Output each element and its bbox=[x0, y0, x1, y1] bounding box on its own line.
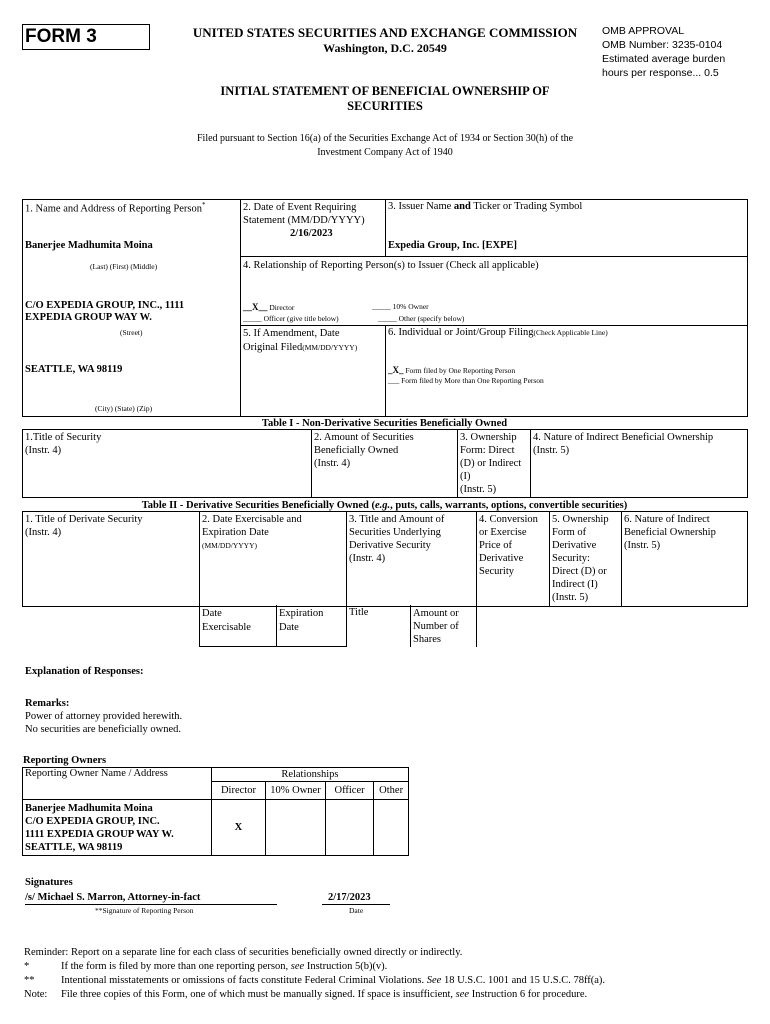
officer-value bbox=[325, 800, 373, 856]
owner-address-line: Banerjee Madhumita Moina bbox=[25, 802, 153, 814]
table2-title-eg: e.g. bbox=[374, 500, 391, 511]
table2-sub-title: Title bbox=[349, 607, 369, 618]
table2-col3-line: Derivative Security bbox=[349, 540, 431, 551]
signature-date: 2/17/2023 bbox=[328, 892, 371, 903]
sub-date-line: Exercisable bbox=[202, 622, 251, 633]
table1-col2-header bbox=[314, 431, 414, 470]
table1-col4-line: 4. Nature of Indirect Beneficial Ownership bbox=[533, 432, 714, 443]
table1-col3-header bbox=[460, 431, 521, 496]
table2-col6-line: 6. Nature of Indirect bbox=[624, 514, 710, 525]
table1-col3-line: Form: Direct bbox=[460, 445, 515, 456]
table2-col4-line: Security bbox=[479, 566, 514, 577]
box4-label: 4. Relationship of Reporting Person(s) to Issuer (Check all applicable) bbox=[243, 260, 539, 271]
divider bbox=[199, 646, 347, 647]
more-persons-mark: ___ bbox=[388, 376, 400, 385]
table1-col1-line: 1.Title of Security bbox=[25, 432, 102, 443]
ten-percent-value bbox=[266, 800, 326, 856]
divider bbox=[240, 199, 241, 416]
ten-percent-checkbox bbox=[372, 302, 429, 311]
table1-col3-line: (Instr. 5) bbox=[460, 484, 497, 495]
street-caption: (Street) bbox=[120, 328, 143, 337]
ten-percent-mark: _____ bbox=[372, 302, 391, 311]
table2-col4-header bbox=[479, 513, 538, 578]
table2-col3-header bbox=[349, 513, 444, 565]
footnote-3-post: Instruction 6 for procedure. bbox=[469, 989, 588, 1000]
other-value bbox=[374, 800, 409, 856]
box6-label-small: (Check Applicable Line) bbox=[533, 328, 608, 337]
date-caption: Date bbox=[349, 906, 364, 915]
box2-label bbox=[243, 201, 365, 227]
officer-mark: _____ bbox=[243, 314, 262, 323]
footnote-1-see: see bbox=[290, 961, 305, 972]
sub-exp-line: Expiration bbox=[279, 608, 324, 619]
table2-col5-line: Security: bbox=[552, 553, 590, 564]
table2-col4-line: Derivative bbox=[479, 553, 524, 564]
officer-checkbox bbox=[243, 314, 339, 323]
table-row bbox=[23, 800, 409, 856]
table1-col2-line: (Instr. 4) bbox=[314, 458, 351, 469]
table2-col2-line: 2. Date Exercisable and bbox=[202, 514, 302, 525]
table2-col4-line: or Exercise bbox=[479, 527, 527, 538]
divider bbox=[549, 511, 550, 606]
date-line bbox=[322, 904, 390, 905]
one-reporting-person-option bbox=[388, 365, 515, 375]
table2-col2-small: (MM/DD/YYYY) bbox=[202, 541, 257, 550]
footnote-2-see: See bbox=[426, 975, 442, 986]
explanation-heading: Explanation of Responses: bbox=[25, 666, 144, 677]
box3-label bbox=[388, 201, 582, 212]
table1-col1-header bbox=[25, 431, 101, 457]
table2-col3-line: (Instr. 4) bbox=[349, 553, 386, 564]
box2-label-1: 2. Date of Event Requiring bbox=[243, 202, 357, 213]
footnote-2-post: 18 U.S.C. 1001 and 15 U.S.C. 78ff(a). bbox=[441, 975, 606, 986]
relationships-header: Relationships bbox=[211, 768, 408, 782]
divider bbox=[457, 429, 458, 497]
filed-pursuant-2: Investment Company Act of 1940 bbox=[317, 147, 453, 158]
event-date: 2/16/2023 bbox=[290, 228, 333, 239]
divider bbox=[530, 429, 531, 497]
table2-col3-line: Securities Underlying bbox=[349, 527, 441, 538]
box5-label-2-small: (MM/DD/YYYY) bbox=[302, 343, 358, 352]
city-caption: (City) (State) (Zip) bbox=[95, 404, 153, 413]
omb-burden-2: hours per response... 0.5 bbox=[602, 67, 719, 79]
agency-location: Washington, D.C. 20549 bbox=[323, 41, 447, 55]
other-label: Other (specify below) bbox=[396, 314, 465, 323]
city-state-zip: SEATTLE, WA 98119 bbox=[25, 364, 123, 375]
owner-name-header: Reporting Owner Name / Address bbox=[23, 768, 212, 800]
director-label: Director bbox=[267, 303, 295, 312]
owner-address-line: SEATTLE, WA 98119 bbox=[25, 841, 123, 853]
box2-label-2: Statement (MM/DD/YYYY) bbox=[243, 215, 365, 226]
footnote-1-mark: * bbox=[24, 961, 30, 972]
more-reporting-persons-option bbox=[388, 376, 544, 385]
table2-title bbox=[22, 500, 747, 511]
other-header: Other bbox=[374, 782, 409, 800]
table1-title: Table I - Non-Derivative Securities Beneficially Owned bbox=[261, 418, 508, 429]
table2-col4-line: 4. Conversion bbox=[479, 514, 538, 525]
footnote-1-post: Instruction 5(b)(v). bbox=[304, 961, 388, 972]
divider bbox=[621, 511, 622, 606]
table2-col5-line: Form of bbox=[552, 527, 587, 538]
other-mark: _____ bbox=[378, 314, 397, 323]
signer-name: /s/ Michael S. Marron, Attorney-in-fact bbox=[25, 892, 201, 903]
director-mark: __X__ bbox=[243, 302, 268, 312]
signatures-heading: Signatures bbox=[25, 877, 73, 888]
officer-header: Officer bbox=[325, 782, 373, 800]
box6-label-text: 6. Individual or Joint/Group Filing bbox=[388, 327, 534, 338]
table2-col1-header bbox=[25, 513, 143, 539]
table2-col2-header bbox=[202, 513, 302, 552]
sub-amount-line: Shares bbox=[413, 634, 441, 645]
sub-amount-line: Number of bbox=[413, 621, 459, 632]
box1-star: * bbox=[202, 201, 206, 209]
table1-col4-header bbox=[533, 431, 713, 457]
signature-caption: **Signature of Reporting Person bbox=[95, 906, 194, 915]
table2-col5-line: Indirect (I) bbox=[552, 579, 598, 590]
filed-pursuant-1: Filed pursuant to Section 16(a) of the Securities Exchange Act of 1934 or Section 30(h) of the bbox=[196, 133, 574, 144]
owner-name-address bbox=[23, 800, 212, 856]
table2-col4-line: Price of bbox=[479, 540, 512, 551]
table1-col2-line: 2. Amount of Securities bbox=[314, 432, 414, 443]
divider bbox=[385, 325, 386, 416]
divider bbox=[410, 605, 411, 647]
footnote-2-pre: Intentional misstatements or omissions of facts constitute Federal Criminal Violations. bbox=[61, 975, 427, 986]
box5-label bbox=[243, 327, 357, 355]
divider bbox=[199, 511, 200, 647]
footnote-3-pre: File three copies of this Form, one of which must be manually signed. If space is insufficient, bbox=[61, 989, 456, 1000]
box3-label-pre: 3. Issuer Name bbox=[388, 201, 454, 212]
divider bbox=[240, 256, 747, 257]
footnote-3 bbox=[24, 989, 764, 1000]
director-checkbox bbox=[243, 302, 294, 312]
table2-col6-header bbox=[624, 513, 716, 552]
table1-col3-line: (D) or Indirect bbox=[460, 458, 522, 469]
omb-approval bbox=[602, 24, 725, 80]
remarks-line-2: No securities are beneficially owned. bbox=[25, 724, 181, 735]
table2-col1-line: (Instr. 4) bbox=[25, 527, 62, 538]
box3-label-post: Ticker or Trading Symbol bbox=[470, 201, 583, 212]
table1-col3-line: 3. Ownership bbox=[460, 432, 517, 443]
table2-col5-line: Derivative bbox=[552, 540, 597, 551]
footnote-3-see: see bbox=[455, 989, 470, 1000]
table2-col5-line: 5. Ownership bbox=[552, 514, 609, 525]
table1-col3-line: (I) bbox=[460, 471, 471, 482]
table1-col4-line: (Instr. 5) bbox=[533, 445, 570, 456]
box5-label-1: 5. If Amendment, Date bbox=[243, 328, 340, 339]
statement-title-1: INITIAL STATEMENT OF BENEFICIAL OWNERSHIP OF bbox=[220, 84, 550, 98]
table2-title-pre: Table II - Derivative Securities Beneficially Owned ( bbox=[141, 500, 375, 511]
street-line-1: C/O EXPEDIA GROUP, INC., 1111 bbox=[25, 300, 185, 311]
sub-amount-line: Amount or bbox=[413, 608, 459, 619]
table2-col5-line: (Instr. 5) bbox=[552, 592, 589, 603]
reminder-note: Reminder: Report on a separate line for each class of securities beneficially owned directly or indirectly. bbox=[24, 947, 463, 958]
omb-burden-1: Estimated average burden bbox=[602, 53, 726, 65]
one-person-label: Form filed by One Reporting Person bbox=[403, 366, 516, 375]
issuer-name-ticker: Expedia Group, Inc. [EXPE] bbox=[388, 240, 518, 251]
table2-sub-amount bbox=[413, 607, 459, 646]
form-label: FORM 3 bbox=[25, 26, 97, 47]
footnote-2-mark: ** bbox=[24, 975, 35, 986]
form-label-box bbox=[22, 24, 150, 50]
sub-exp-line: Date bbox=[279, 622, 299, 633]
director-header: Director bbox=[211, 782, 265, 800]
box1-label bbox=[25, 201, 206, 215]
box5-label-2: Original Filed bbox=[243, 342, 303, 353]
table2-col2-line: Expiration Date bbox=[202, 527, 269, 538]
remarks-line-1: Power of attorney provided herewith. bbox=[25, 711, 183, 722]
ten-percent-header: 10% Owner bbox=[266, 782, 326, 800]
table2-col1-line: 1. Title of Derivate Security bbox=[25, 514, 143, 525]
footnote-2 bbox=[24, 975, 764, 986]
table1-col2-line: Beneficially Owned bbox=[314, 445, 399, 456]
owner-address-line: C/O EXPEDIA GROUP, INC. bbox=[25, 815, 160, 827]
divider bbox=[311, 429, 312, 497]
table2-title-post: , puts, calls, warrants, options, convertible securities) bbox=[390, 500, 628, 511]
box6-label bbox=[388, 327, 608, 338]
divider bbox=[346, 511, 347, 647]
divider bbox=[276, 605, 277, 647]
ten-percent-label: 10% Owner bbox=[390, 302, 429, 311]
officer-label: Officer (give title below) bbox=[261, 314, 339, 323]
name-caption: (Last) (First) (Middle) bbox=[90, 262, 158, 271]
footnote-1-pre: If the form is filed by more than one reporting person, bbox=[61, 961, 291, 972]
statement-title-2: SECURITIES bbox=[347, 99, 423, 113]
reporting-owners-heading: Reporting Owners bbox=[23, 755, 107, 766]
table1-col1-line: (Instr. 4) bbox=[25, 445, 62, 456]
reporting-person-name: Banerjee Madhumita Moina bbox=[25, 240, 153, 251]
remarks-heading: Remarks: bbox=[25, 698, 70, 709]
reporting-owners-table bbox=[22, 767, 409, 856]
box1-label-text: 1. Name and Address of Reporting Person bbox=[25, 203, 203, 215]
signature-line bbox=[25, 904, 277, 905]
owner-address-line: 1111 EXPEDIA GROUP WAY W. bbox=[25, 828, 174, 840]
table2-col6-line: Beneficial Ownership bbox=[624, 527, 716, 538]
street-line-2: EXPEDIA GROUP WAY W. bbox=[25, 312, 152, 323]
divider bbox=[385, 199, 386, 257]
other-checkbox bbox=[378, 314, 464, 323]
footnote-3-mark: Note: bbox=[24, 989, 48, 1000]
footnote-1 bbox=[24, 961, 764, 972]
director-value: X bbox=[211, 800, 265, 856]
omb-title: OMB APPROVAL bbox=[602, 25, 685, 37]
box3-label-and: and bbox=[453, 201, 471, 212]
table2-col5-line: Direct (D) or bbox=[552, 566, 607, 577]
sub-date-line: Date bbox=[202, 608, 222, 619]
omb-number: OMB Number: 3235-0104 bbox=[602, 39, 723, 51]
table2-col6-line: (Instr. 5) bbox=[624, 540, 661, 551]
table2-col3-line: 3. Title and Amount of bbox=[349, 514, 445, 525]
divider bbox=[240, 325, 747, 326]
one-person-mark: _X_ bbox=[388, 365, 404, 375]
table2-sub-expiration bbox=[279, 607, 323, 635]
divider bbox=[476, 511, 477, 647]
table2-col5-header bbox=[552, 513, 609, 604]
more-persons-label: Form filed by More than One Reporting Person bbox=[399, 376, 544, 385]
agency-name: UNITED STATES SECURITIES AND EXCHANGE COMMISSION bbox=[192, 25, 578, 40]
table2-sub-date-exercisable bbox=[202, 607, 251, 635]
